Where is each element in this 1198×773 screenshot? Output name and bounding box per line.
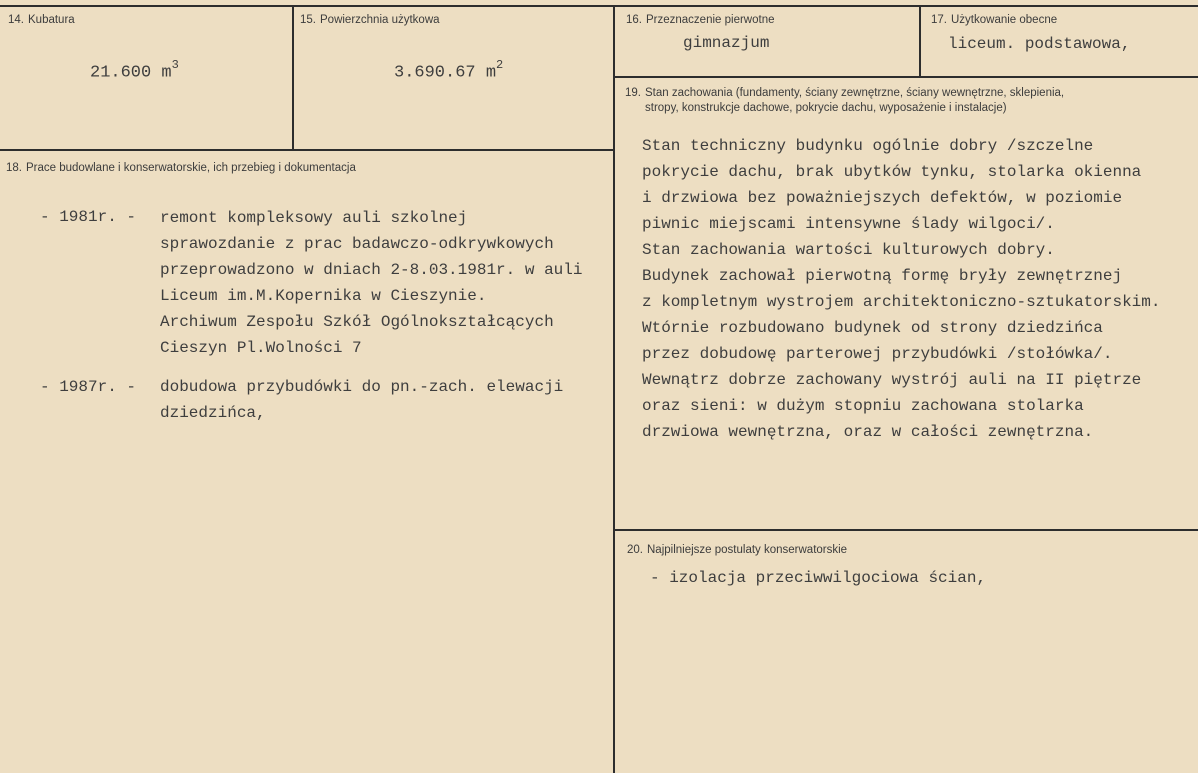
entry-2-text [160, 374, 563, 426]
entry-1-text [160, 205, 582, 361]
field-19-number: 19. [625, 87, 641, 99]
kubatura-unit-exponent: 3 [171, 58, 179, 72]
condition-line: Wewnątrz dobrze zachowany wystrój auli na II piętrze [642, 371, 1142, 389]
field-19-text [642, 133, 1160, 445]
field-15-label [300, 13, 440, 28]
condition-line: drzwiowa wewnętrzna, oraz w całości zewnętrzna. [642, 423, 1094, 441]
condition-line: piwnic miejscami intensywne ślady wilgoci/. [642, 215, 1055, 233]
entry-1-line: przeprowadzono w dniach 2-8.03.1981r. w auli [160, 261, 583, 279]
condition-line: oraz sieni: w dużym stopniu zachowana stolarka [642, 397, 1084, 415]
condition-line: Wtórnie rozbudowano budynek od strony dziedzińca [642, 319, 1103, 337]
entry-1-line: remont kompleksowy auli szkolnej [160, 209, 468, 227]
entry-2-line: dziedzińca, [160, 404, 266, 422]
entry-2-date: - 1987r. - [40, 378, 137, 396]
postulate-line: - izolacja przeciwwilgociowa ścian, [650, 569, 987, 587]
area-value: 3.690.67 m [394, 63, 497, 83]
kubatura-value: 21.600 m [90, 63, 172, 83]
divider-v-3 [919, 5, 921, 77]
entry-2-line: dobudowa przybudówki do pn.-zach. elewacji [160, 378, 564, 396]
divider-h-left [0, 149, 615, 151]
condition-line: przez dobudowę parterowej przybudówki /stołówka/. [642, 345, 1113, 363]
field-14-value [90, 54, 179, 87]
field-19-label [625, 86, 1064, 101]
divider-v-1 [292, 5, 294, 150]
condition-line: Stan techniczny budynku ogólnie dobry /szczelne [642, 137, 1094, 155]
condition-line: Stan zachowania wartości kulturowych dobry. [642, 241, 1055, 259]
field-17-number: 17. [931, 14, 947, 26]
field-18-label [6, 161, 356, 176]
field-17-value: liceum. podstawowa, [948, 35, 1131, 53]
field-20-text [650, 565, 986, 591]
field-16-number: 16. [626, 14, 642, 26]
condition-line: Budynek zachował pierwotną formę bryły zewnętrznej [642, 267, 1123, 285]
divider-v-2 [613, 5, 615, 773]
field-17-title: Użytkowanie obecne [951, 14, 1058, 26]
field-14-title: Kubatura [28, 14, 75, 26]
field-15-title: Powierzchnia użytkowa [320, 14, 440, 26]
field-16-value: gimnazjum [683, 34, 770, 52]
condition-line: z kompletnym wystrojem architektoniczno-sztukatorskim. [642, 293, 1161, 311]
field-15-number: 15. [300, 14, 316, 26]
condition-line: pokrycie dachu, brak ubytków tynku, stolarka okienna [642, 163, 1142, 181]
divider-h-right-mid [613, 529, 1198, 531]
area-unit-exponent: 2 [496, 58, 504, 72]
field-20-label [627, 543, 847, 558]
field-20-title: Najpilniejsze postulaty konserwatorskie [647, 544, 848, 556]
field-19-label-cont: stropy, konstrukcje dachowe, pokrycie dachu, wyposażenie i instalacje) [645, 102, 1007, 114]
entry-1-line: Cieszyn Pl.Wolności 7 [160, 339, 362, 357]
field-15-value [394, 54, 503, 87]
field-18-title: Prace budowlane i konserwatorskie, ich przebieg i dokumentacja [26, 162, 356, 174]
entry-1-date: - 1981r. - [40, 208, 137, 226]
field-16-label [626, 13, 775, 28]
entry-1-line: sprawozdanie z prac badawczo-odkrywkowych [160, 235, 554, 253]
field-14-label [8, 13, 75, 28]
field-19-title-line1: Stan zachowania (fundamenty, ściany zewnętrzne, ściany wewnętrzne, sklepienia, [645, 87, 1065, 99]
condition-line: i drzwiowa bez poważniejszych defektów, w poziomie [642, 189, 1123, 207]
field-16-title: Przeznaczenie pierwotne [646, 14, 775, 26]
field-14-number: 14. [8, 14, 24, 26]
entry-1-line: Archiwum Zespołu Szkół Ogólnokształcących [160, 313, 554, 331]
divider-h-right-top [613, 76, 1198, 78]
field-18-number: 18. [6, 162, 22, 174]
field-17-label [931, 13, 1057, 28]
entry-1-line: Liceum im.M.Kopernika w Cieszynie. [160, 287, 487, 305]
field-20-number: 20. [627, 544, 643, 556]
top-border [0, 5, 1198, 7]
